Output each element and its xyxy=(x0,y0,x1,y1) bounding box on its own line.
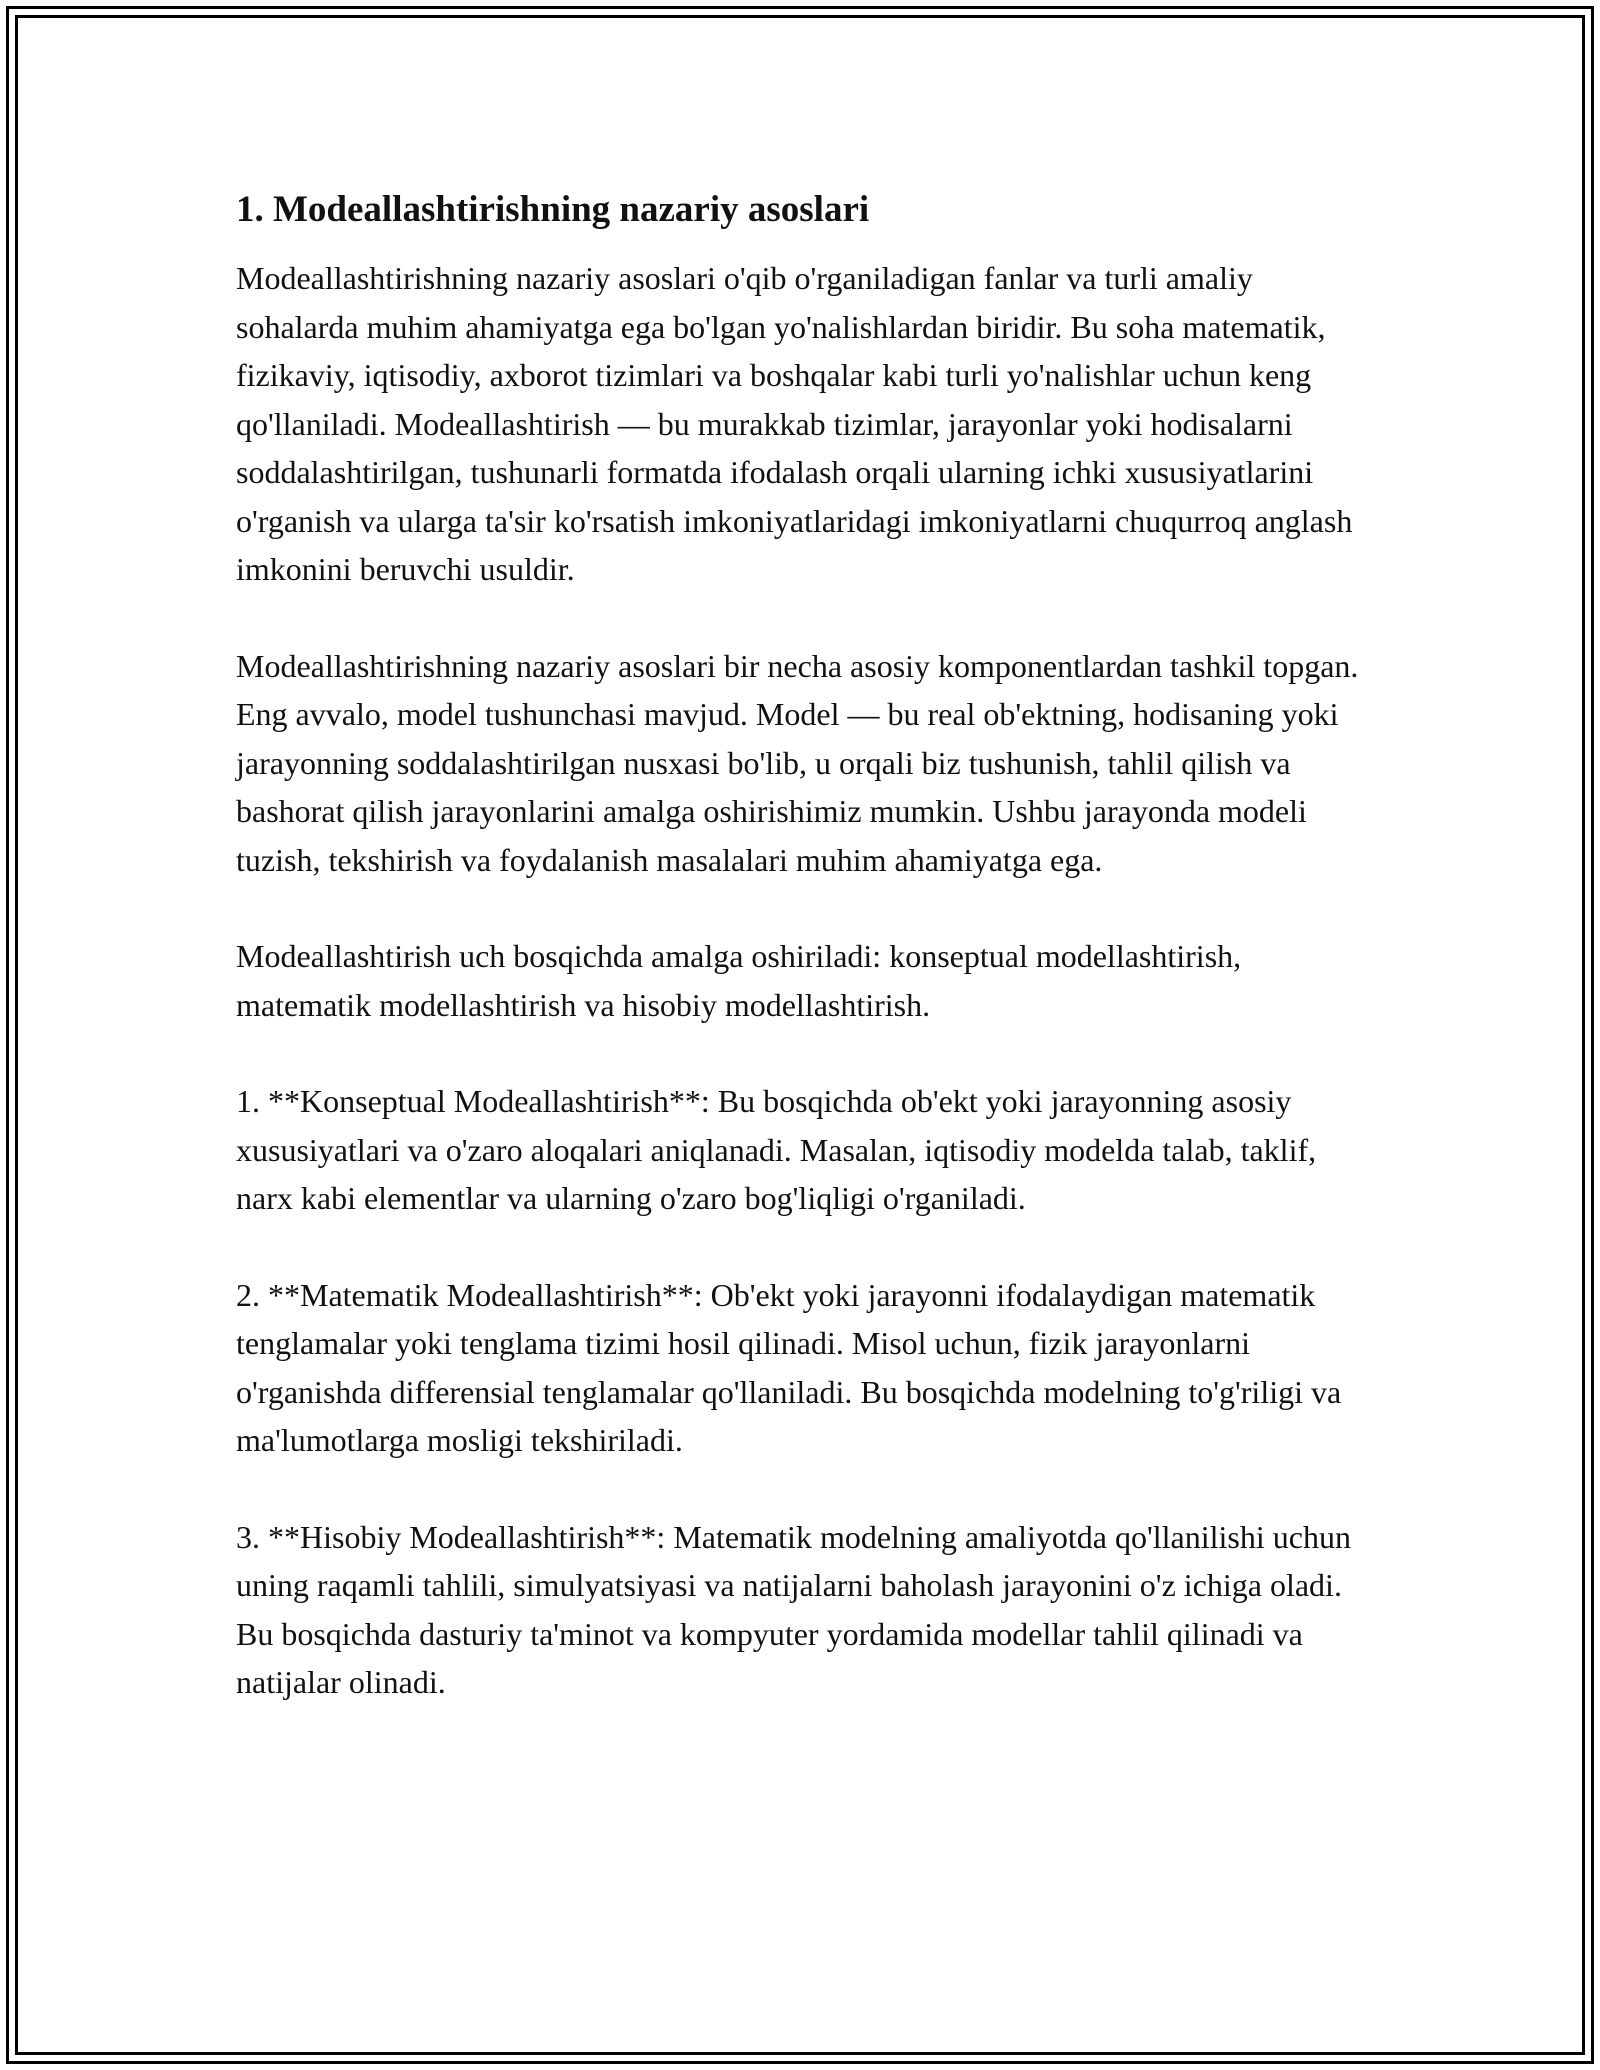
document-title: 1. Modeallashtirishning nazariy asoslari xyxy=(236,189,870,230)
paragraph-intro: Modeallashtirishning nazariy asoslari o'qib o'rganiladigan fanlar va turli amaliy sohalarda muhim ahamiyatga ega bo'lgan yo'nalishlardan biridir. Bu soha matematik, fizikaviy, iqtisodiy, axborot tizimlari va boshqalar kabi turli yo'nalishlar uchun keng qo'llaniladi. Modeallashtirish — bu murakkab tizimlar, jarayonlar yoki hodisalarni soddalashtirilgan, tushunarli formatda ifodalash orqali ularning ichki xususiyatlarini o'rganish va ularga ta'sir ko'rsatish imkoniyatlaridagi imkoniyatlarni chuqurroq anglash imkonini beruvchi usuldir. xyxy=(236,260,1353,588)
paragraph-stage-mathematical: 2. **Matematik Modeallashtirish**: Ob'ekt yoki jarayonni ifodalaydigan matematik tenglamalar yoki tenglama tizimi hosil qilinadi. Misol uchun, fizik jarayonlarni o'rganishda differensial tenglamalar qo'llaniladi. Bu bosqichda modelning to'g'riligi va ma'lumotlarga mosligi tekshiriladi. xyxy=(236,1276,1342,1459)
paragraph-components: Modeallashtirishning nazariy asoslari bir necha asosiy komponentlardan tashkil topgan. Eng avvalo, model tushunchasi mavjud. Model — bu real ob'ektning, hodisaning yoki jarayonning soddalashtirilgan nusxasi bo'lib, u orqali biz tushunish, tahlil qilish va bashorat qilish jarayonlarini amalga oshirishimiz mumkin. Ushbu jarayonda modeli tuzish, tekshirish va foydalanish masalalari muhim ahamiyatga ega. xyxy=(236,647,1359,878)
document-body xyxy=(236,188,1366,1755)
paragraph-stage-computational: 3. **Hisobiy Modeallashtirish**: Matematik modelning amaliyotda qo'llanilishi uchun uning raqamli tahlili, simulyatsiyasi va natijalarni baholash jarayonini o'z ichiga oladi. Bu bosqichda dasturiy ta'minot va kompyuter yordamida modellar tahlil qilinadi va natijalar olinadi. xyxy=(236,1518,1351,1701)
paragraph-stages: Modeallashtirish uch bosqichda amalga oshiriladi: konseptual modellashtirish, matematik modellashtirish va hisobiy modellashtirish. xyxy=(236,938,1242,1023)
paragraph-stage-conceptual: 1. **Konseptual Modeallashtirish**: Bu bosqichda ob'ekt yoki jarayonning asosiy xususiyatlari va o'zaro aloqalari aniqlanadi. Masalan, iqtisodiy modelda talab, taklif, narx kabi elementlar va ularning o'zaro bog'liqligi o'rganiladi. xyxy=(236,1083,1317,1217)
